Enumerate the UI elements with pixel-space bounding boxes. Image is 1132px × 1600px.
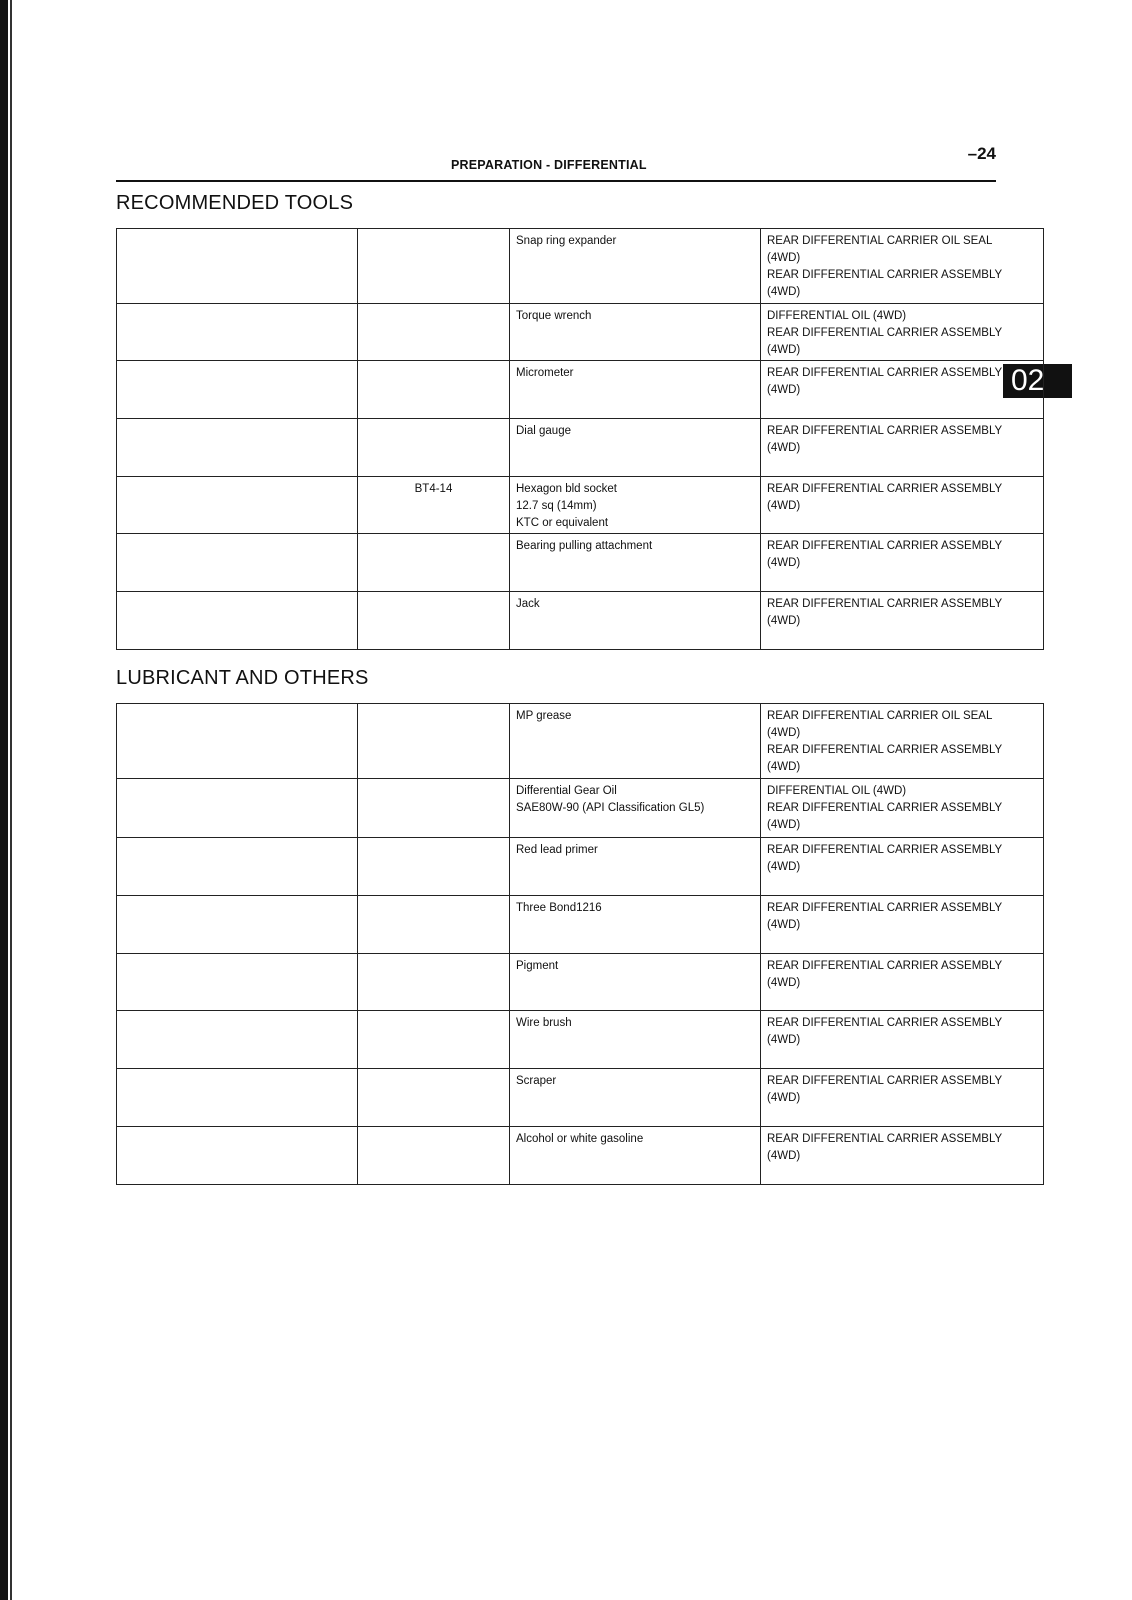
scan-edge [0, 0, 8, 1600]
applies-to-line: (4WD) [767, 819, 801, 831]
applies-to-line: (4WD) [767, 557, 801, 569]
illustration-cell [117, 229, 358, 304]
applies-to-line: REAR DIFFERENTIAL CARRIER ASSEMBLY [767, 960, 1003, 972]
item-name-cell [510, 592, 761, 650]
item-name-cell [510, 704, 761, 779]
applies-to-cell [761, 1011, 1044, 1069]
illustration-cell [117, 779, 358, 838]
table-row [117, 704, 1044, 779]
item-name-cell [510, 896, 761, 954]
part-number-cell [358, 304, 510, 361]
applies-to-line: DIFFERENTIAL OIL (4WD) [767, 785, 907, 797]
applies-to-cell [761, 304, 1044, 361]
item-name-cell [510, 304, 761, 361]
part-number-cell [358, 896, 510, 954]
part-number-cell: BT4-14 [358, 477, 510, 534]
applies-to-line: (4WD) [767, 919, 801, 931]
item-name-cell [510, 838, 761, 896]
applies-to-line: (4WD) [767, 384, 801, 396]
table-row [117, 779, 1044, 838]
applies-to-line: REAR DIFFERENTIAL CARRIER ASSEMBLY [767, 483, 1003, 495]
item-name-cell [510, 1127, 761, 1185]
applies-to-cell [761, 592, 1044, 650]
item-name-line: Hexagon bld socket [516, 483, 618, 495]
applies-to-cell [761, 838, 1044, 896]
illustration-cell [117, 477, 358, 534]
item-name-cell [510, 1011, 761, 1069]
illustration-cell [117, 954, 358, 1011]
table-row [117, 954, 1044, 1011]
item-name-line: Red lead primer [516, 844, 598, 856]
part-number-cell [358, 419, 510, 477]
applies-to-cell [761, 361, 1044, 419]
applies-to-line: REAR DIFFERENTIAL CARRIER ASSEMBLY [767, 1017, 1003, 1029]
item-name-line: Dial gauge [516, 425, 571, 437]
illustration-cell [117, 361, 358, 419]
item-name-line: Snap ring expander [516, 235, 617, 247]
table-row [117, 304, 1044, 361]
part-number-cell [358, 534, 510, 592]
applies-to-cell [761, 419, 1044, 477]
lubricant-and-others-table [116, 703, 1044, 1185]
item-name-line: Bearing pulling attachment [516, 540, 653, 552]
illustration-cell [117, 896, 358, 954]
table-row [117, 1069, 1044, 1127]
applies-to-cell [761, 704, 1044, 779]
part-number-cell [358, 592, 510, 650]
applies-to-line: REAR DIFFERENTIAL CARRIER ASSEMBLY [767, 744, 1003, 756]
item-name-line: Three Bond1216 [516, 902, 602, 914]
table-row [117, 1011, 1044, 1069]
item-name-line: 12.7 sq (14mm) [516, 500, 597, 512]
scan-edge-line [10, 0, 12, 1600]
applies-to-line: (4WD) [767, 615, 801, 627]
applies-to-line: (4WD) [767, 977, 801, 989]
section-title-lubricant-and-others: LUBRICANT AND OTHERS [116, 667, 369, 689]
applies-to-line: (4WD) [767, 727, 801, 739]
table-row [117, 896, 1044, 954]
applies-to-line: (4WD) [767, 1034, 801, 1046]
item-name-line: MP grease [516, 710, 572, 722]
table-row [117, 592, 1044, 650]
applies-to-cell [761, 1069, 1044, 1127]
table-row [117, 477, 1044, 534]
illustration-cell [117, 704, 358, 779]
item-name-line: KTC or equivalent [516, 517, 609, 529]
applies-to-line: REAR DIFFERENTIAL CARRIER ASSEMBLY [767, 327, 1003, 339]
part-number-cell [358, 704, 510, 779]
table-row [117, 1127, 1044, 1185]
table-row [117, 419, 1044, 477]
page-header [116, 140, 996, 182]
item-name-cell [510, 477, 761, 534]
item-name-line: Jack [516, 598, 540, 610]
applies-to-line: REAR DIFFERENTIAL CARRIER OIL SEAL [767, 710, 993, 722]
table-row [117, 838, 1044, 896]
recommended-tools-table [116, 228, 1044, 650]
item-name-line: SAE80W-90 (API Classification GL5) [516, 802, 705, 814]
item-name-cell [510, 534, 761, 592]
illustration-cell [117, 304, 358, 361]
applies-to-cell [761, 229, 1044, 304]
applies-to-line: REAR DIFFERENTIAL CARRIER ASSEMBLY [767, 902, 1003, 914]
part-number-cell [358, 779, 510, 838]
applies-to-line: DIFFERENTIAL OIL (4WD) [767, 310, 907, 322]
applies-to-line: (4WD) [767, 286, 801, 298]
applies-to-line: (4WD) [767, 1150, 801, 1162]
part-number-cell [358, 229, 510, 304]
item-name-line: Micrometer [516, 367, 574, 379]
applies-to-line: REAR DIFFERENTIAL CARRIER ASSEMBLY [767, 1133, 1003, 1145]
applies-to-line: REAR DIFFERENTIAL CARRIER OIL SEAL [767, 235, 993, 247]
item-name-line: Scraper [516, 1075, 557, 1087]
table-row [117, 534, 1044, 592]
item-name-cell [510, 779, 761, 838]
applies-to-cell [761, 1127, 1044, 1185]
chapter-tab: 02 [1003, 364, 1072, 398]
illustration-cell [117, 1127, 358, 1185]
part-number-cell [358, 838, 510, 896]
applies-to-line: REAR DIFFERENTIAL CARRIER ASSEMBLY [767, 598, 1003, 610]
item-name-cell [510, 1069, 761, 1127]
illustration-cell [117, 592, 358, 650]
applies-to-cell [761, 896, 1044, 954]
page-number: –24 [967, 144, 996, 163]
applies-to-cell [761, 779, 1044, 838]
item-name-cell [510, 954, 761, 1011]
item-name-cell [510, 229, 761, 304]
item-name-line: Differential Gear Oil [516, 785, 617, 797]
part-number-cell [358, 1069, 510, 1127]
illustration-cell [117, 534, 358, 592]
part-number-cell [358, 361, 510, 419]
applies-to-line: REAR DIFFERENTIAL CARRIER ASSEMBLY [767, 540, 1003, 552]
table-row [117, 229, 1044, 304]
item-name-line: Wire brush [516, 1017, 572, 1029]
applies-to-line: (4WD) [767, 344, 801, 356]
applies-to-line: (4WD) [767, 500, 801, 512]
item-name-line: Pigment [516, 960, 559, 972]
applies-to-line: (4WD) [767, 252, 801, 264]
table-row [117, 361, 1044, 419]
applies-to-cell [761, 477, 1044, 534]
applies-to-line: REAR DIFFERENTIAL CARRIER ASSEMBLY [767, 269, 1003, 281]
applies-to-line: (4WD) [767, 442, 801, 454]
applies-to-line: REAR DIFFERENTIAL CARRIER ASSEMBLY [767, 367, 1003, 379]
illustration-cell [117, 1069, 358, 1127]
applies-to-cell [761, 534, 1044, 592]
applies-to-line: REAR DIFFERENTIAL CARRIER ASSEMBLY [767, 844, 1003, 856]
item-name-cell [510, 419, 761, 477]
item-name-line: Torque wrench [516, 310, 592, 322]
applies-to-line: (4WD) [767, 861, 801, 873]
applies-to-line: (4WD) [767, 1092, 801, 1104]
applies-to-line: (4WD) [767, 761, 801, 773]
part-number-cell [358, 1127, 510, 1185]
applies-to-line: REAR DIFFERENTIAL CARRIER ASSEMBLY [767, 802, 1003, 814]
section-title-recommended-tools: RECOMMENDED TOOLS [116, 192, 354, 214]
header-title: PREPARATION - DIFFERENTIAL [451, 158, 647, 172]
item-name-line: Alcohol or white gasoline [516, 1133, 644, 1145]
applies-to-line: REAR DIFFERENTIAL CARRIER ASSEMBLY [767, 1075, 1003, 1087]
applies-to-line: REAR DIFFERENTIAL CARRIER ASSEMBLY [767, 425, 1003, 437]
part-number-cell [358, 1011, 510, 1069]
illustration-cell [117, 1011, 358, 1069]
illustration-cell [117, 838, 358, 896]
illustration-cell [117, 419, 358, 477]
applies-to-cell [761, 954, 1044, 1011]
part-number-cell [358, 954, 510, 1011]
item-name-cell [510, 361, 761, 419]
